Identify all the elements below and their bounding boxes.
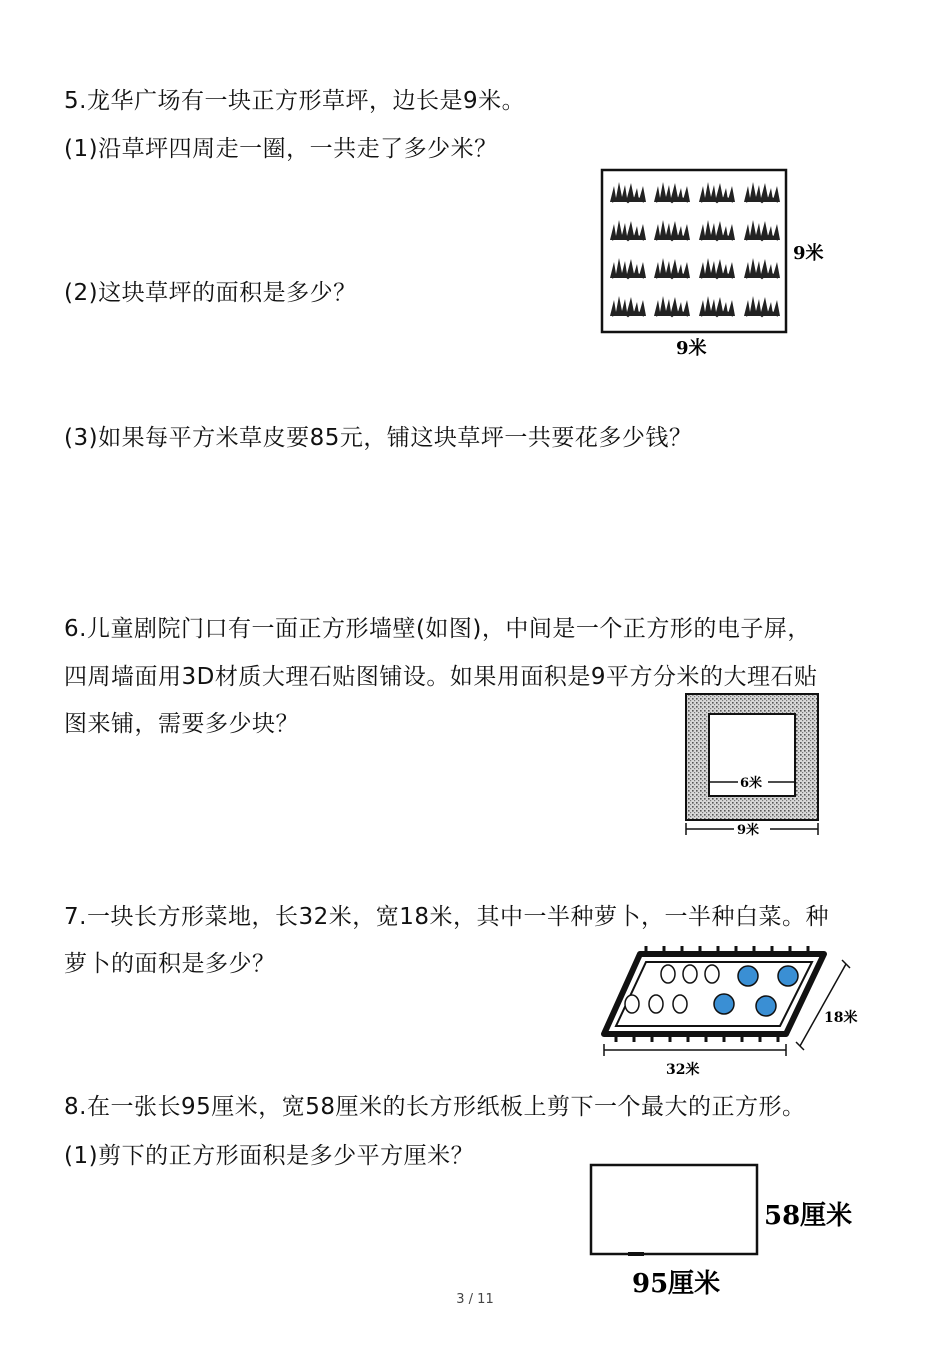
q8-sub1: (1)剪下的正方形面积是多少平方厘米？	[64, 1143, 475, 1169]
width-label: 58厘米	[764, 1201, 853, 1231]
lawn-bottom-label: 9米	[676, 338, 707, 359]
q7-line1: 7.一块长方形菜地，长32米，宽18米，其中一半种萝卜，一半种白菜。种	[64, 904, 829, 930]
outer-label: 9米	[737, 823, 760, 838]
q5-lawn-figure	[596, 164, 842, 366]
q5-sub2: (2)这块草坪的面积是多少？	[64, 280, 357, 306]
lawn-side-label: 9米	[793, 243, 824, 264]
length-label: 95厘米	[632, 1269, 721, 1298]
q6-line2: 四周墙面用3D材质大理石贴图铺设。如果用面积是9平方分米的大理石贴	[64, 664, 818, 690]
q7-line2: 萝卜的面积是多少？	[64, 951, 276, 977]
cardboard-rect	[591, 1165, 757, 1254]
q6-line3: 图来铺，需要多少块？	[64, 711, 299, 737]
q8-title: 8.在一张长95厘米，宽58厘米的长方形纸板上剪下一个最大的正方形。	[64, 1094, 806, 1120]
q7-garden-figure	[596, 940, 866, 1080]
width-label: 18米	[824, 1010, 858, 1026]
inner-label: 6米	[740, 776, 763, 791]
q8-cardboard-figure	[584, 1160, 864, 1298]
q5-sub1: (1)沿草坪四周走一圈，一共走了多少米？	[64, 136, 498, 162]
q5-sub3: (3)如果每平方米草皮要85元，铺这块草坪一共要花多少钱？	[64, 425, 693, 451]
q6-wall-figure	[680, 690, 828, 840]
q6-line1: 6.儿童剧院门口有一面正方形墙壁(如图)，中间是一个正方形的电子屏，	[64, 616, 811, 642]
page-number: 3 / 11	[456, 1292, 494, 1307]
length-label: 32米	[666, 1062, 700, 1078]
q5-title: 5.龙华广场有一块正方形草坪，边长是9米。	[64, 88, 526, 114]
